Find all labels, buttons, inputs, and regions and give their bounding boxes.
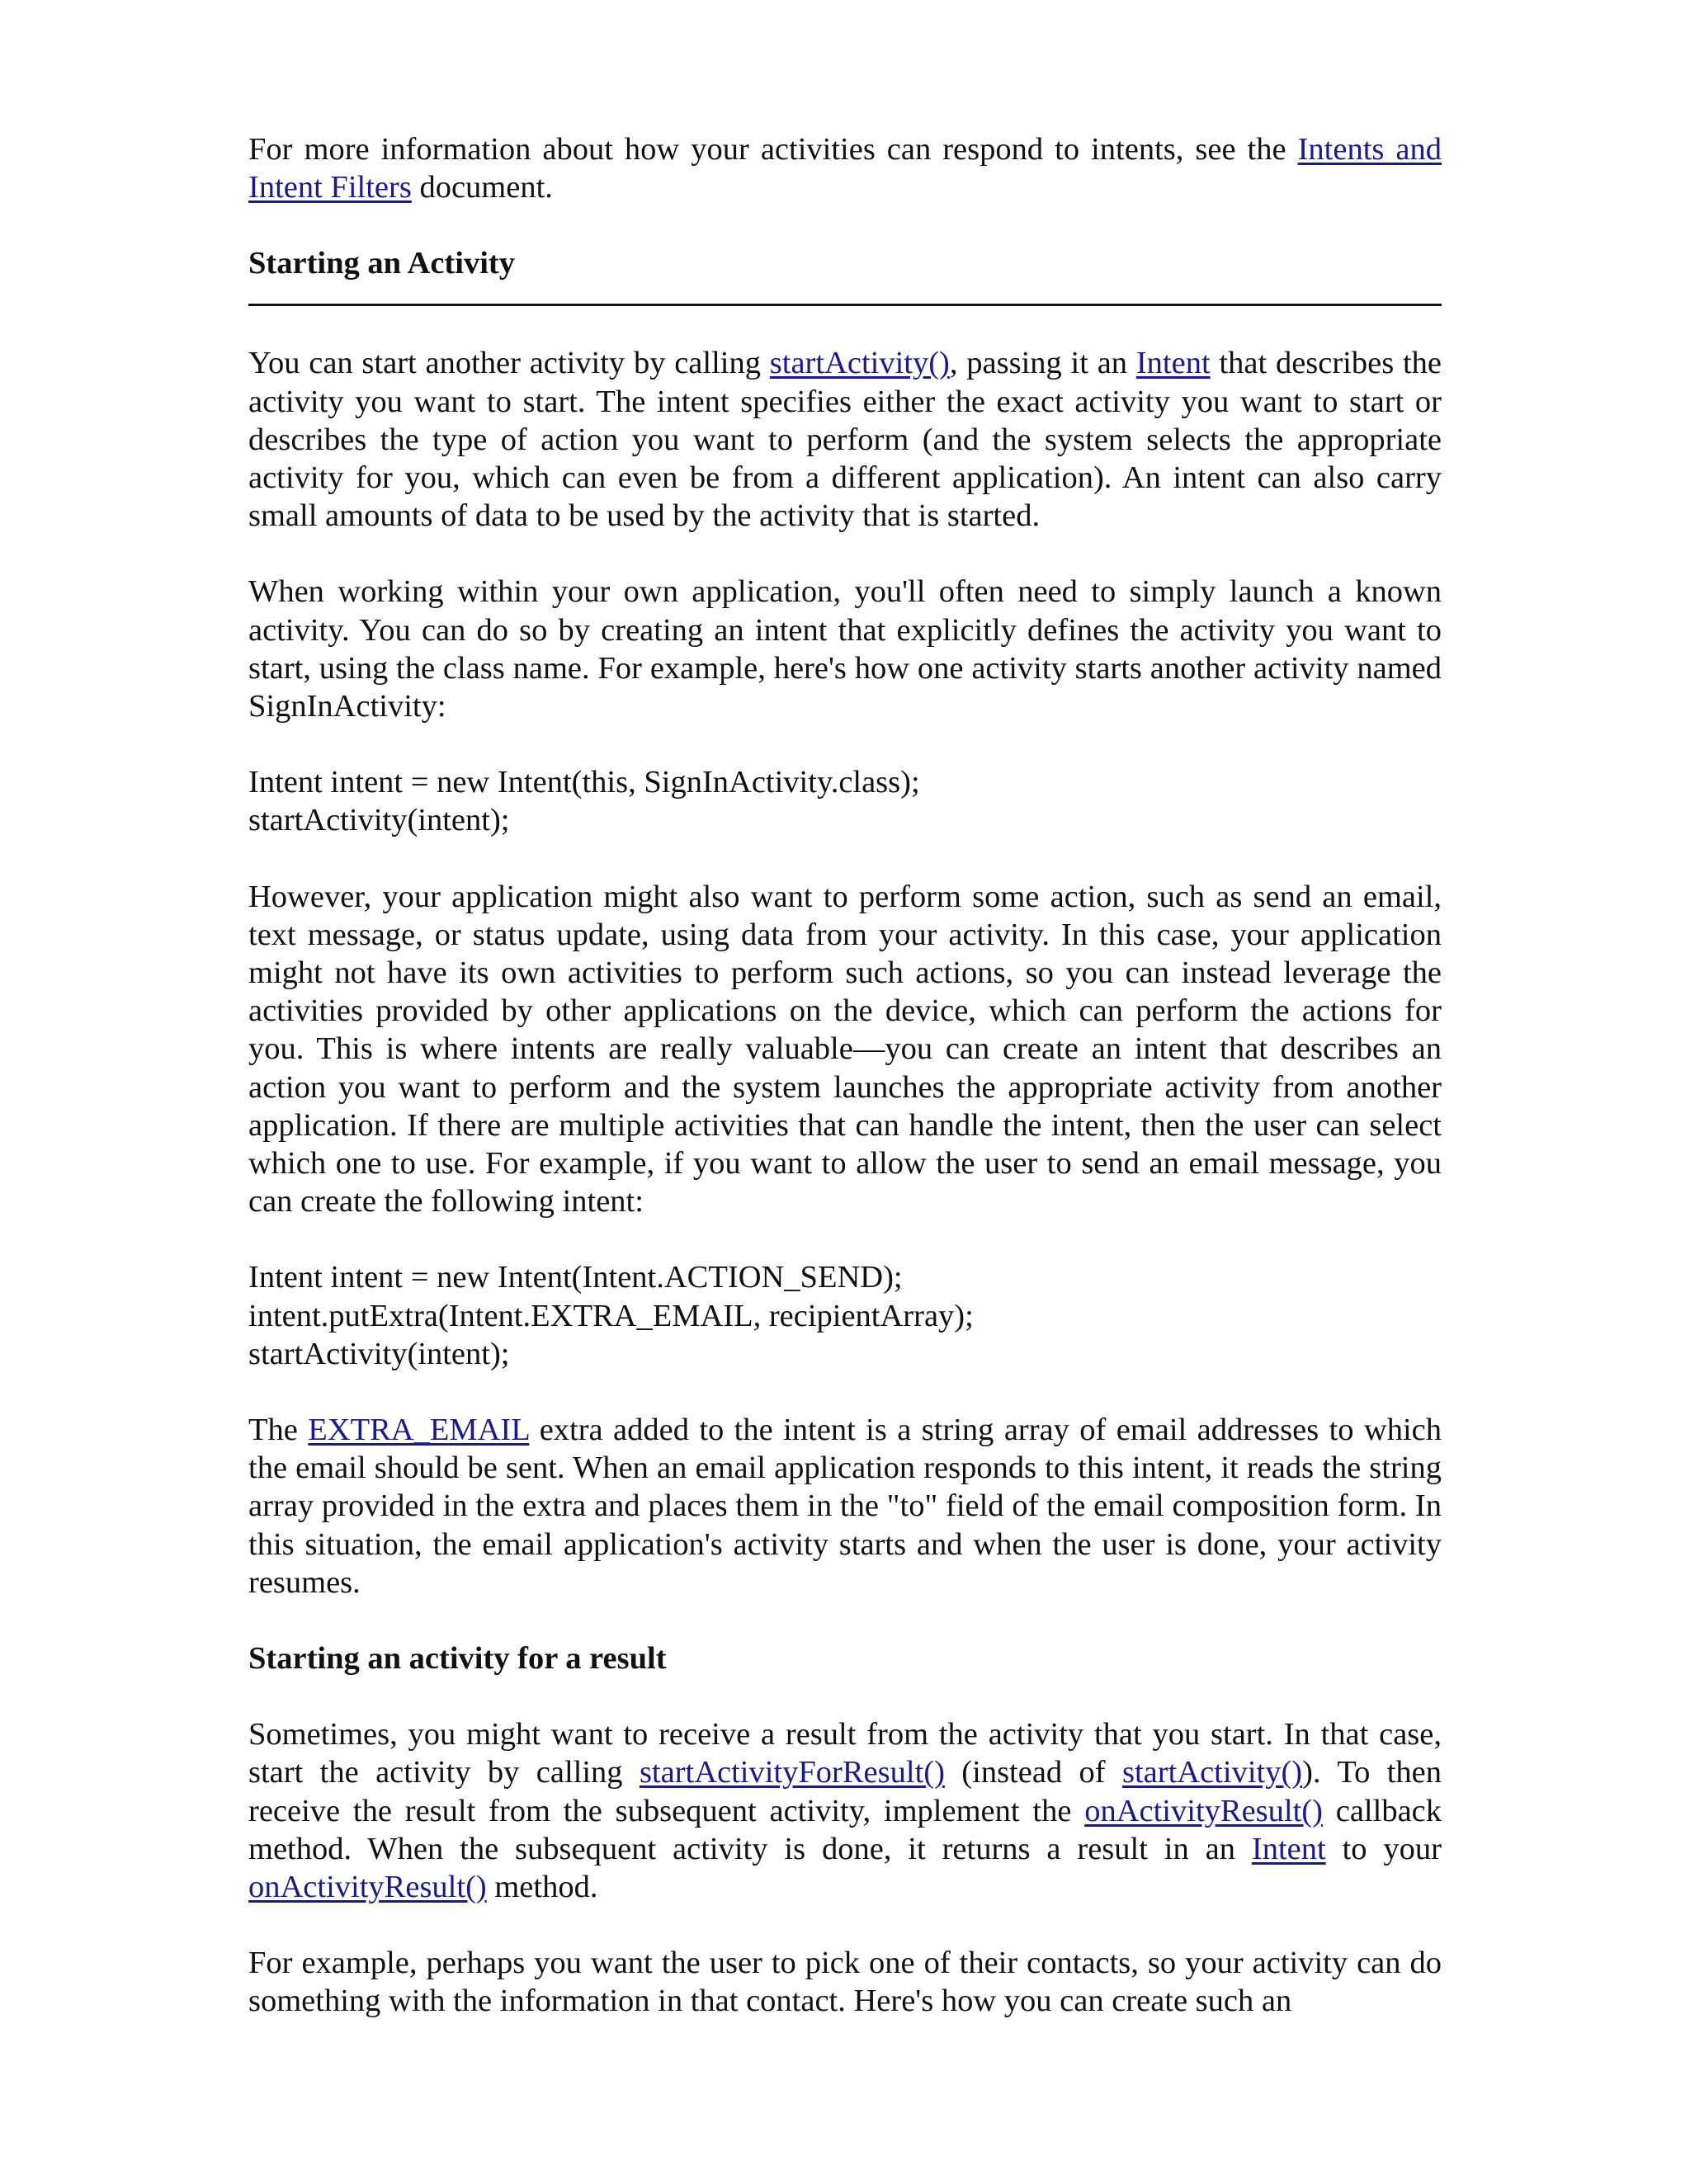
intro-paragraph — [248, 130, 1442, 206]
implicit-intent-paragraph: However, your application might also want to perform some action, such as send an email, text message, or status update, using data from your activity. In this case, your application might not have its own activities to perform such actions, so you can instead leverage the activities provided by other applications on the device, which can perform the actions for you. This is where intents are really valuable—you can create an intent that describes an action you want to perform and the system launches the appropriate activity from another application. If there are multiple activities that can handle the intent, then the user can select which one to use. For example, if you want to allow the user to send an email message, you can create the following intent: — [248, 879, 1442, 1219]
start-activity-paragraph — [248, 344, 1442, 535]
paragraph-text: ). To then receive the result from the subsequent activity, implement the — [248, 1755, 1442, 1828]
paragraph-text: to your — [1325, 1831, 1442, 1866]
paragraph-text: extra added to the intent is a string array of email addresses to which the email should be sent. When an email application responds to this intent, it reads the string array provided in the extra and places them in the "to" field of the email composition form. In this situation, the email application's activity starts and when the user is done, your activity resumes. — [248, 1413, 1442, 1600]
paragraph-text: that describes the activity you want to start. The intent specifies either the exact activity you want to start or describes the type of action you want to perform (and the system selects the appropriate activity for you, which can even be from a different application). An intent can also carry small amounts of data to be used by the activity that is started. — [248, 346, 1442, 534]
intents-and-intent-filters-link[interactable]: Intents and Intent Filters — [248, 132, 1442, 205]
code-line: startActivity(intent); — [248, 803, 510, 838]
section-divider — [248, 304, 1442, 306]
code-line: Intent intent = new Intent(this, SignInActivity.class); — [248, 765, 920, 800]
intro-text-before: For more information about how your activities can respond to intents, see the — [248, 132, 1298, 167]
code-line: startActivity(intent); — [248, 1336, 510, 1371]
startactivityforresult-link[interactable]: startActivityForResult() — [639, 1755, 945, 1790]
paragraph-text: (instead of — [944, 1755, 1122, 1790]
code-block-explicit-intent — [248, 763, 1442, 839]
extra-email-paragraph — [248, 1411, 1442, 1601]
code-block-send-intent — [248, 1258, 1442, 1373]
paragraph-text: callback method. When the subsequent activity is done, it returns a result in an — [248, 1793, 1442, 1866]
intent-link[interactable]: Intent — [1135, 346, 1211, 381]
startactivity-link[interactable]: startActivity() — [1122, 1755, 1303, 1790]
code-line: intent.putExtra(Intent.EXTRA_EMAIL, recipientArray); — [248, 1298, 974, 1333]
document-page — [248, 130, 1442, 2021]
intro-text-after: document. — [411, 170, 553, 205]
startactivity-link[interactable]: startActivity() — [769, 346, 950, 381]
paragraph-text: The — [248, 1413, 309, 1448]
code-line: Intent intent = new Intent(Intent.ACTION_SEND); — [248, 1260, 903, 1295]
extra-email-link[interactable]: EXTRA_EMAIL — [308, 1413, 530, 1448]
paragraph-text: method. — [486, 1869, 598, 1904]
onactivityresult-link[interactable]: onActivityResult() — [1084, 1793, 1323, 1828]
explicit-intent-paragraph: When working within your own application, you'll often need to simply launch a known activity. You can do so by creating an intent that explicitly defines the activity you want to start, using the class name. For example, here's how one activity starts another activity named SignInActivity: — [248, 574, 1442, 724]
paragraph-text: , passing it an — [949, 346, 1136, 381]
starting-an-activity-heading: Starting an Activity — [248, 246, 515, 281]
onactivityresult-link[interactable]: onActivityResult() — [248, 1869, 487, 1904]
intent-link[interactable]: Intent — [1251, 1831, 1326, 1866]
for-result-paragraph — [248, 1715, 1442, 1906]
paragraph-text: You can start another activity by calling — [248, 346, 770, 381]
paragraph-text: Sometimes, you might want to receive a result from the activity that you start. In that case, start the activity by calling — [248, 1717, 1442, 1790]
starting-activity-for-result-heading: Starting an activity for a result — [248, 1641, 667, 1677]
pick-contact-paragraph: For example, perhaps you want the user to pick one of their contacts, so your activity can do something with the information in that contact. Here's how you can create such an — [248, 1946, 1442, 2019]
